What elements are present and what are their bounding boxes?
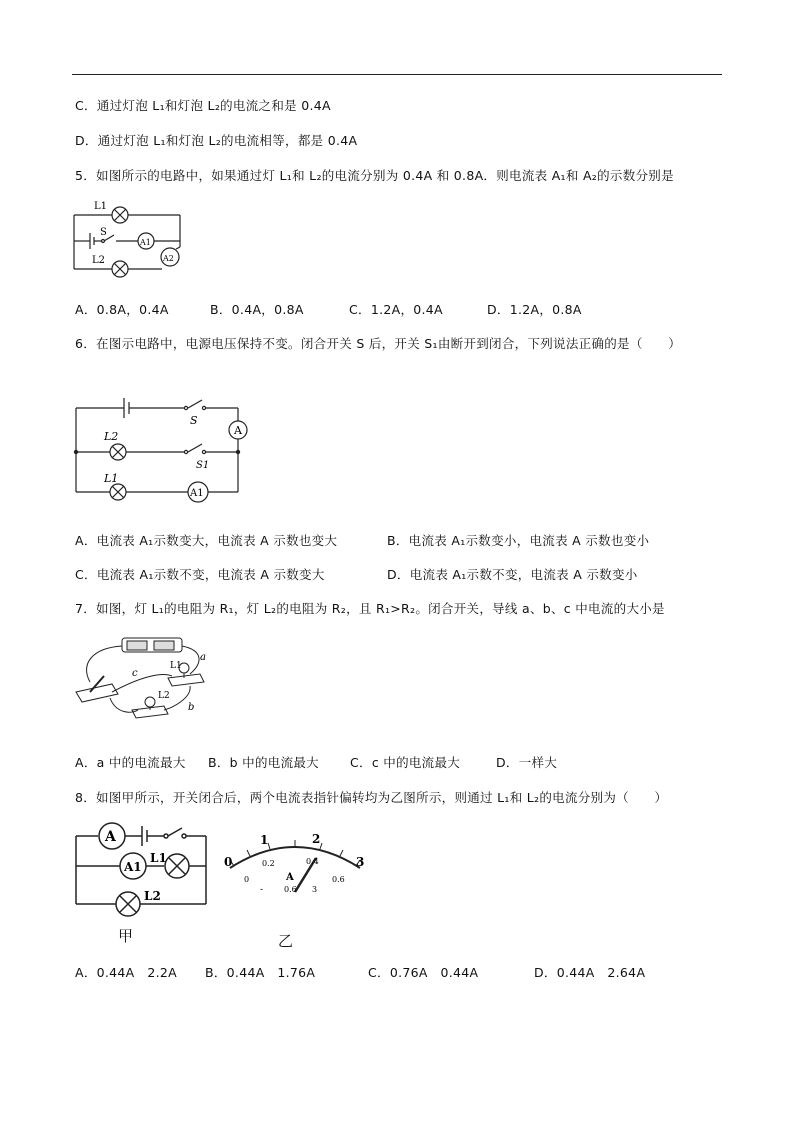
q5-option-c: C．1.2A，0.4A — [349, 302, 443, 317]
q6-circuit-diagram — [72, 396, 252, 499]
q8-terminal-negative: - — [260, 885, 264, 895]
meter-outer-tick: 1 — [260, 833, 269, 847]
q7-label-b: b — [188, 702, 195, 713]
q8-option-c: C．0.76A 0.44A — [368, 965, 479, 980]
q5-label-a1: A1 — [140, 238, 151, 247]
q6-label-s1: S1 — [196, 460, 210, 471]
q6-option-row-2 — [75, 565, 638, 583]
q8-stem: 8．如图甲所示，开关闭合后，两个电流表指针偏转均为乙图所示，则通过 L₁和 L₂的电流分别为（ ） — [75, 790, 668, 805]
q6-option-d: D．电流表 A₁示数不变，电流表 A 示数变小 — [387, 567, 638, 582]
q5-option-b: B．0.4A，0.8A — [210, 302, 304, 317]
q6-label-a1: A1 — [190, 488, 204, 499]
q7-physical-circuit-picture — [72, 634, 222, 724]
q7-option-d: D．一样大 — [496, 755, 558, 770]
meter-inner-tick: 0 — [244, 875, 250, 884]
q8-ammeter-dial-yi — [220, 830, 370, 902]
q6-option-b: B．电流表 A₁示数变小，电流表 A 示数也变小 — [387, 533, 650, 548]
q8-caption-yi: 乙 — [278, 932, 294, 950]
q5-label-l1: L1 — [94, 201, 108, 212]
q7-label-l1: L1 — [170, 661, 182, 671]
q5-label-l2: L2 — [92, 255, 106, 266]
q8-terminal-3: 3 — [312, 885, 318, 894]
meter-outer-tick: 2 — [312, 832, 321, 846]
q8-option-a: A．0.44A 2.2A — [75, 965, 177, 980]
q8-label-a: A — [105, 829, 116, 845]
q6-option-c: C．电流表 A₁示数不变，电流表 A 示数变大 — [75, 567, 325, 582]
q8-options — [75, 963, 645, 981]
header-rule — [72, 74, 722, 75]
q4-option-c: C．通过灯泡 L₁和灯泡 L₂的电流之和是 0.4A — [75, 98, 331, 113]
meter-inner-tick: 0.6 — [332, 875, 345, 884]
q6-label-l2: L2 — [104, 430, 119, 443]
q6-option-a: A．电流表 A₁示数变大，电流表 A 示数也变大 — [75, 533, 338, 548]
q8-option-d: D．0.44A 2.64A — [534, 965, 646, 980]
q4-option-d: D．通过灯泡 L₁和灯泡 L₂的电流相等，都是 0.4A — [75, 133, 358, 148]
q8-label-a1: A1 — [124, 860, 142, 874]
q6-option-row-1 — [75, 531, 649, 549]
q8-terminal-0-6: 0.6 — [284, 885, 297, 894]
meter-inner-tick: 0.4 — [306, 857, 319, 866]
q7-label-l2: L2 — [158, 691, 170, 701]
q5-label-s: S — [100, 227, 107, 238]
q6-stem: 6．在图示电路中，电源电压保持不变。闭合开关 S 后，开关 S₁由断开到闭合，下列说法正确的是（ ） — [75, 336, 682, 351]
q7-option-c: C．c 中的电流最大 — [350, 755, 461, 770]
q8-meter-inner-scale — [244, 857, 345, 884]
q6-label-s: S — [190, 414, 198, 427]
q8-caption-jia: 甲 — [118, 927, 134, 945]
q7-stem: 7．如图，灯 L₁的电阻为 R₁，灯 L₂的电阻为 R₂，且 R₁>R₂。闭合开关，导线 a、b、c 中电流的大小是 — [75, 601, 665, 616]
q7-option-a: A．a 中的电流最大 — [75, 755, 186, 770]
q8-label-l2: L2 — [144, 889, 161, 903]
q5-option-a: A．0.8A，0.4A — [75, 302, 169, 317]
q5-option-d: D．1.2A，0.8A — [487, 302, 582, 317]
q7-options — [75, 753, 557, 771]
q7-label-c: c — [132, 668, 138, 679]
q7-option-b: B．b 中的电流最大 — [208, 755, 319, 770]
q6-label-l1: L1 — [104, 472, 119, 485]
q5-options — [75, 300, 582, 318]
q5-stem: 5．如图所示的电路中，如果通过灯 L₁和 L₂的电流分别为 0.4A 和 0.8A．则电流表 A₁和 A₂的示数分别是 — [75, 168, 674, 183]
meter-inner-tick: 0.2 — [262, 859, 275, 868]
q8-circuit-diagram-jia — [72, 822, 212, 914]
q5-label-a2: A2 — [163, 254, 174, 263]
meter-outer-tick: 3 — [356, 855, 365, 869]
q6-label-a: A — [234, 424, 242, 437]
q5-circuit-diagram — [70, 197, 190, 277]
meter-outer-tick: 0 — [224, 855, 233, 869]
q8-label-l1: L1 — [150, 851, 167, 865]
q7-label-a: a — [200, 652, 206, 663]
q8-option-b: B．0.44A 1.76A — [205, 965, 316, 980]
q8-meter-unit: A — [286, 872, 294, 883]
